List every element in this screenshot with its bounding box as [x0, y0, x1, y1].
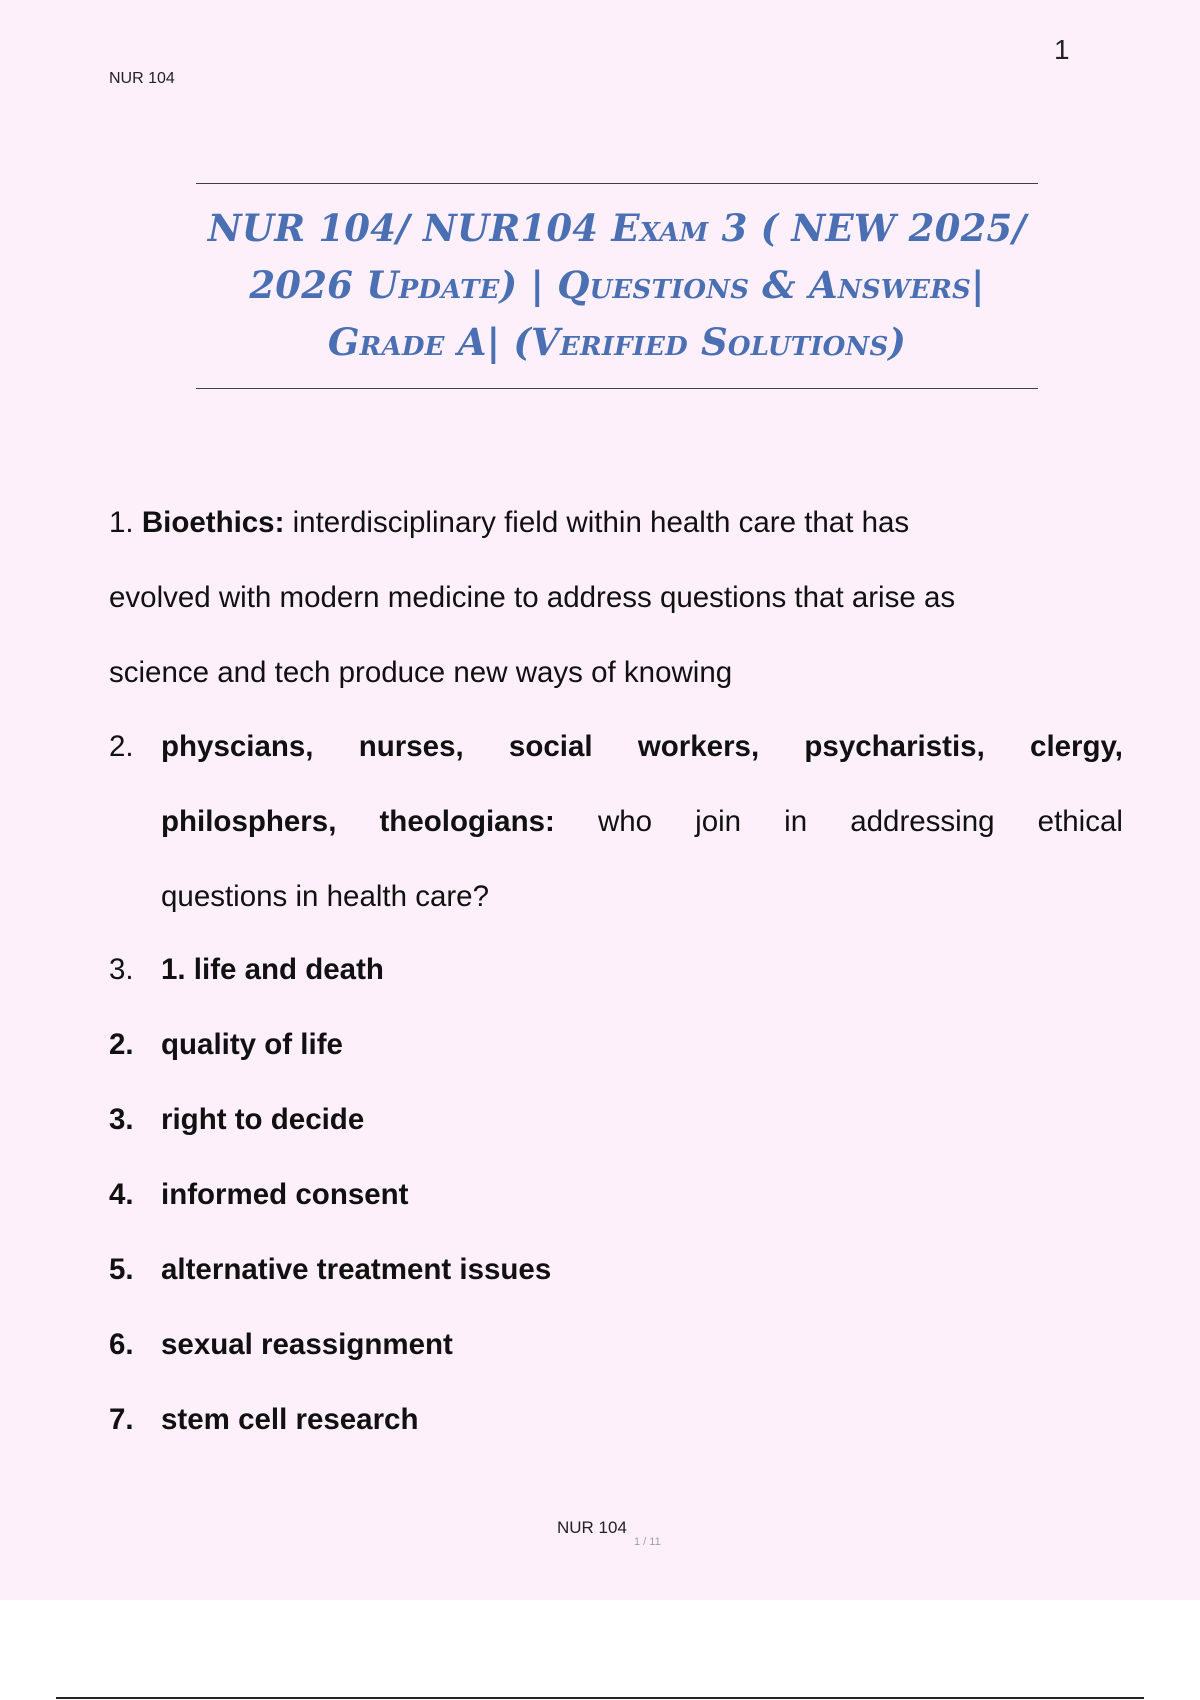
item-word: physcians, [161, 730, 314, 763]
item-number: 3. [109, 953, 134, 986]
page-number: 1 [1054, 34, 1070, 65]
item-word: in [784, 805, 808, 838]
sub-list-item: 7. stem cell research [109, 1403, 419, 1436]
item-continuation: science and tech produce new ways of knowing [109, 656, 733, 689]
item-word: ethical [1037, 805, 1123, 838]
item-number: 2. [109, 730, 134, 763]
item-word: philosphers, [161, 805, 337, 838]
item-word: theologians: [379, 805, 555, 838]
header-course-label: NUR 104 [109, 70, 175, 87]
title-top-rule [196, 183, 1038, 184]
item-continuation: questions in health care? [161, 880, 490, 913]
item-continuation: evolved with modern medicine to address questions that arise as [109, 581, 956, 614]
page-divider [56, 1697, 1144, 1699]
item-word: clergy, [1030, 730, 1123, 763]
item-word: join [695, 805, 742, 838]
list-item [161, 727, 1123, 767]
item-word: nurses, [358, 730, 464, 763]
list-item: 1. life and death [161, 953, 384, 986]
sub-list-item: 2. quality of life [109, 1028, 343, 1061]
title-bottom-rule [196, 388, 1038, 389]
footer-course-label: NUR 104 [557, 1518, 627, 1537]
item-term: Bioethics: [141, 506, 285, 539]
page-indicator: 1 / 11 [634, 1536, 661, 1548]
title-line-2: 2026 Update) | Questions & Answers| [249, 263, 985, 307]
title-line-3: Grade A| (Verified Solutions) [327, 320, 907, 364]
item-number: 1. [109, 506, 134, 539]
item-word: workers, [637, 730, 760, 763]
item-word: who [597, 805, 653, 838]
sub-list-item: 6. sexual reassignment [109, 1328, 453, 1361]
list-item [109, 503, 909, 543]
sub-list-item: 4. informed consent [109, 1178, 409, 1211]
item-word: social [508, 730, 593, 763]
item-text: interdisciplinary field within health care that has [284, 506, 910, 539]
item-word: psycharistis, [804, 730, 985, 763]
item-word: addressing [850, 805, 995, 838]
item-continuation [161, 802, 1123, 842]
sub-list-item: 3. right to decide [109, 1103, 365, 1136]
document-title [196, 200, 1038, 371]
sub-list-item: 5. alternative treatment issues [109, 1253, 552, 1286]
title-line-1: NUR 104/ NUR104 Exam 3 ( NEW 2025/ [207, 206, 1027, 250]
